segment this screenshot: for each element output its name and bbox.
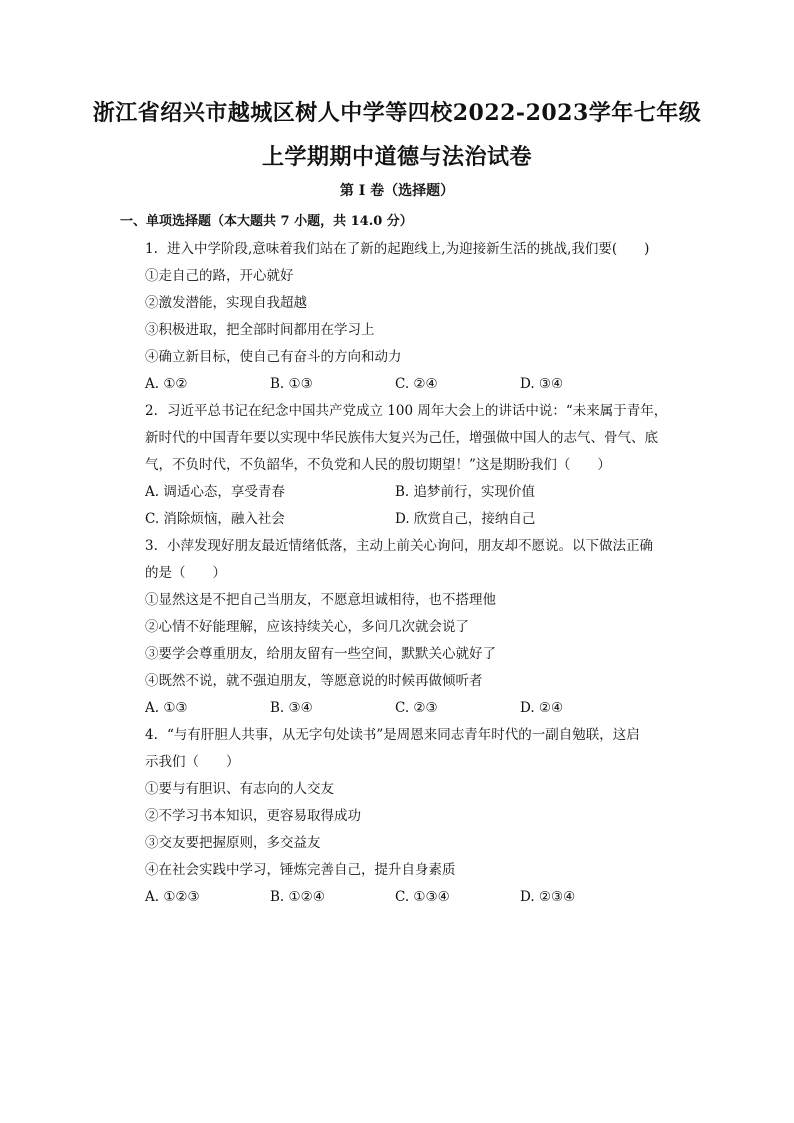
question-2 (145, 398, 685, 533)
question-stem-line: 示我们（ ） (145, 754, 240, 770)
statement: ②不学习书本知识，更容易取得成功 (145, 808, 361, 824)
question-stem-line (145, 722, 685, 749)
question-number: 3. (145, 538, 158, 554)
answer-options (145, 506, 685, 533)
option-b[interactable]: B. ①②④ (270, 889, 325, 905)
volume-label: 第 I 卷（选择题） (339, 183, 455, 199)
question-stem-line: 气，不负时代，不负韶华，不负党和人民的殷切期望！”这是期盼我们（ ） (145, 457, 611, 473)
statement: ④既然不说，就不强迫朋友，等愿意说的时候再做倾听者 (145, 673, 483, 689)
option-a[interactable]: A. ①③ (145, 700, 188, 716)
option-c[interactable]: C. 消除烦恼，融入社会 (145, 511, 285, 527)
option-b[interactable]: B. 追梦前行，实现价值 (395, 484, 536, 500)
question-4 (145, 722, 685, 911)
option-d[interactable]: D. ②④ (520, 700, 564, 716)
question-stem-line (145, 236, 685, 263)
statement: ①显然这是不把自己当朋友，不愿意坦诚相待，也不搭理他 (145, 592, 496, 608)
statement: ④确立新目标，使自己有奋斗的方向和动力 (145, 349, 402, 365)
question-stem-text: 小萍发现好朋友最近情绪低落，主动上前关心询问，朋友却不愿说。以下做法正确 (167, 538, 653, 554)
statement: ②激发潜能，实现自我超越 (145, 295, 307, 311)
statement: ③积极进取，把全部时间都用在学习上 (145, 322, 375, 338)
question-number: 1. (145, 241, 158, 257)
question-stem-text: 进入中学阶段,意味着我们站在了新的起跑线上,为迎接新生活的挑战,我们要( ) (167, 241, 650, 257)
answer-options (145, 371, 685, 398)
question-stem-line (145, 398, 685, 425)
option-d[interactable]: D. ②③④ (520, 889, 576, 905)
option-a[interactable]: A. 调适心态，享受青春 (145, 484, 285, 500)
answer-options (145, 479, 685, 506)
question-stem-line: 的是（ ） (145, 565, 226, 581)
statement: ①走自己的路，开心就好 (145, 268, 294, 284)
statement: ①要与有胆识、有志向的人交友 (145, 781, 334, 797)
statement: ④在社会实践中学习，锤炼完善自己，提升自身素质 (145, 862, 456, 878)
statement: ②心情不好能理解，应该持续关心，多问几次就会说了 (145, 619, 469, 635)
document-title-line-1: 浙江省绍兴市越城区树人中学等四校2022-2023学年七年级 (92, 100, 702, 126)
option-c[interactable]: C. ②③ (395, 700, 438, 716)
option-b[interactable]: B. ③④ (270, 700, 313, 716)
option-a[interactable]: A. ①②③ (145, 889, 200, 905)
answer-options (145, 884, 685, 911)
option-c[interactable]: C. ②④ (395, 376, 438, 392)
statement: ③交友要把握原则，多交益友 (145, 835, 321, 851)
option-c[interactable]: C. ①③④ (395, 889, 450, 905)
option-b[interactable]: B. ①③ (270, 376, 313, 392)
document-title-line-2: 上学期期中道德与法治试卷 (261, 144, 532, 170)
question-3 (145, 533, 685, 722)
option-a[interactable]: A. ①② (145, 376, 188, 392)
question-1 (145, 236, 685, 398)
statement: ③要学会尊重朋友，给朋友留有一些空间，默默关心就好了 (145, 646, 496, 662)
question-stem-line: 新时代的中国青年要以实现中华民族伟大复兴为己任，增强做中国人的志气、骨气、底 (145, 430, 658, 446)
option-d[interactable]: D. ③④ (520, 376, 564, 392)
question-list (145, 236, 685, 911)
answer-options (145, 695, 685, 722)
question-number: 2. (145, 403, 158, 419)
question-stem-text: 习近平总书记在纪念中国共产党成立 100 周年大会上的讲话中说：“未来属于青年， (167, 403, 668, 419)
question-stem-text: “与有肝胆人共事，从无字句处读书”是周恩来同志青年时代的一副自勉联，这启 (167, 727, 640, 743)
question-number: 4. (145, 727, 158, 743)
section-heading: 一、单项选择题（本大题共 7 小题，共 14.0 分） (120, 214, 413, 229)
option-d[interactable]: D. 欣赏自己，接纳自己 (395, 511, 536, 527)
question-stem-line (145, 533, 685, 560)
